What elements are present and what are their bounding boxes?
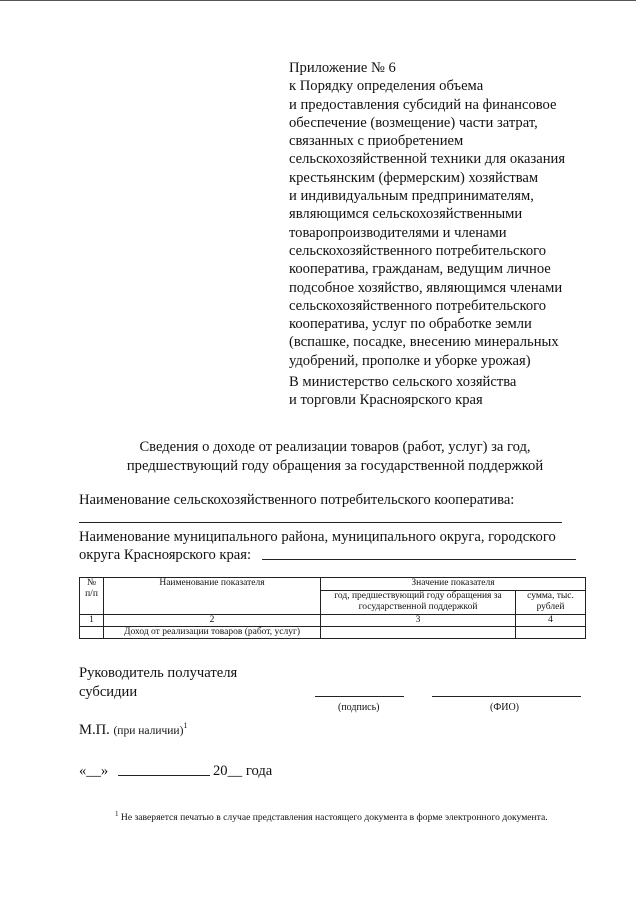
- addressee-block: [289, 373, 516, 410]
- appendix-line: являющимся сельскохозяйственными: [289, 206, 523, 223]
- col-value-header: Значение показателя: [321, 578, 586, 591]
- fio-caption: (ФИО): [490, 702, 520, 713]
- appendix-line: сельскохозяйственной техники для оказания: [289, 151, 566, 168]
- coop-name-label: Наименование сельскохозяйственного потребительского кооператива:: [79, 492, 515, 508]
- appendix-line: связанных с приобретением: [289, 133, 464, 150]
- appendix-header: [289, 59, 619, 370]
- title-line: Сведения о доходе от реализации товаров (работ, услуг) за год,: [139, 439, 531, 455]
- row-year-cell[interactable]: [321, 627, 516, 639]
- col-year-header: год, предшествующий году обращения за государственной поддержкой: [321, 590, 516, 614]
- appendix-line: крестьянским (фермерским) хозяйствам: [289, 169, 539, 186]
- table-index-row: [80, 615, 586, 627]
- income-table: [79, 577, 586, 639]
- stamp-line: [79, 721, 187, 739]
- footnote-text: Не заверяется печатью в случае представления настоящего документа в форме электронного документа.: [120, 812, 548, 824]
- appendix-line: (вспашке, посадке, внесению минеральных: [289, 334, 559, 351]
- index-cell: 3: [321, 615, 516, 627]
- district-field[interactable]: [262, 559, 576, 560]
- table-row: [80, 627, 586, 639]
- scan-edge-line: [0, 0, 636, 1]
- addressee-line: и торговли Красноярского края: [289, 392, 483, 409]
- index-cell: 2: [104, 615, 321, 627]
- signature-caption: (подпись): [338, 702, 380, 713]
- appendix-line: кооператива, услуг по обработке земли: [289, 316, 532, 333]
- appendix-line: сельскохозяйственного потребительского: [289, 242, 547, 259]
- footnote-ref: 1: [183, 721, 188, 730]
- stamp-note: (при наличии): [113, 724, 184, 737]
- appendix-line: и предоставления субсидий на финансовое: [289, 96, 557, 113]
- fio-field[interactable]: [432, 696, 581, 697]
- col-num-header: № п/п: [80, 578, 104, 615]
- appendix-line: кооператива, гражданам, ведущим личное: [289, 261, 551, 278]
- index-cell: 4: [516, 615, 586, 627]
- coop-name-field[interactable]: [79, 522, 562, 523]
- row-num-cell: [80, 627, 104, 639]
- appendix-line: удобрений, прополке и уборке урожая): [289, 352, 531, 369]
- head-label-line2: субсидии: [79, 684, 138, 700]
- stamp-label: М.П.: [79, 721, 110, 738]
- footnote-mark: 1: [115, 810, 119, 818]
- district-label-line1: Наименование муниципального района, муниципального округа, городского: [79, 529, 556, 545]
- row-sum-cell[interactable]: [516, 627, 586, 639]
- date-year: 20__ года: [213, 763, 273, 779]
- row-label-cell: Доход от реализации товаров (работ, услуг): [104, 627, 321, 639]
- addressee-line: В министерство сельского хозяйства: [289, 374, 517, 390]
- signature-field[interactable]: [315, 696, 404, 697]
- date-month-field[interactable]: [118, 775, 210, 776]
- appendix-line: подсобное хозяйство, являющимся членами: [289, 279, 563, 296]
- table-header-row: [80, 578, 586, 591]
- district-label-line2: округа Красноярского края:: [79, 547, 252, 563]
- date-day: «__»: [79, 763, 109, 779]
- footnote: [79, 808, 591, 824]
- appendix-line: обеспечение (возмещение) части затрат,: [289, 114, 538, 131]
- head-label-line1: Руководитель получателя: [79, 665, 238, 681]
- appendix-line: товаропроизводителями и членами: [289, 224, 507, 241]
- appendix-line: к Порядку определения объема: [289, 78, 484, 95]
- index-cell: 1: [80, 615, 104, 627]
- appendix-line: сельскохозяйственного потребительского: [289, 297, 547, 314]
- appendix-line: и индивидуальным предпринимателям,: [289, 188, 534, 205]
- col-name-header: Наименование показателя: [104, 578, 321, 615]
- title-line: предшествующий году обращения за государственной поддержкой: [126, 457, 544, 474]
- document-title: [60, 438, 610, 475]
- appendix-line: Приложение № 6: [289, 60, 396, 76]
- col-sum-header: сумма, тыс. рублей: [516, 590, 586, 614]
